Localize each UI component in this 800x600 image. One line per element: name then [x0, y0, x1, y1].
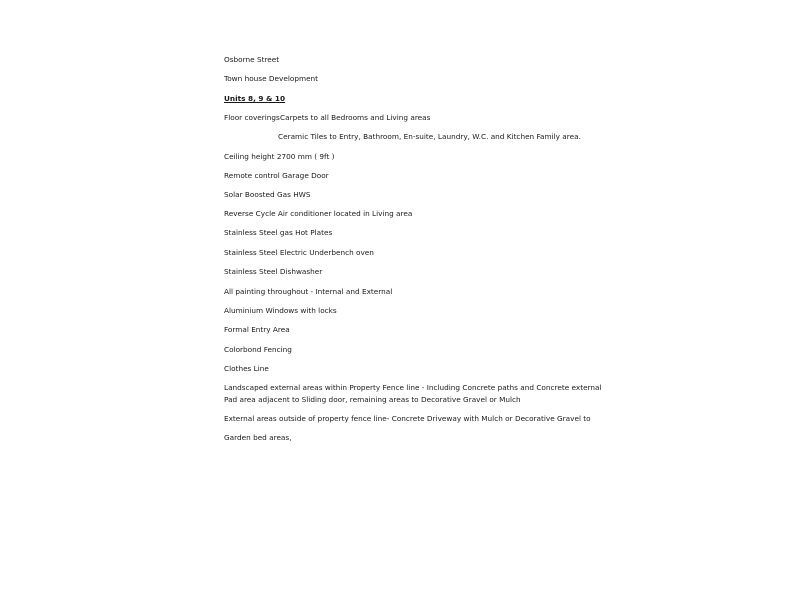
floor-carpets-text: Carpets to all Bedrooms and Living areas [280, 113, 431, 122]
floor-coverings-label: Floor coverings [224, 113, 280, 122]
painting-line: All painting throughout - Internal and External [224, 287, 393, 296]
external-line-1: External areas outside of property fence line- Concrete Driveway with Mulch or Decorative Gravel to [224, 414, 591, 423]
garage-line: Remote control Garage Door [224, 171, 329, 180]
entry-line: Formal Entry Area [224, 325, 290, 334]
aircon-line: Reverse Cycle Air conditioner located in Living area [224, 209, 413, 218]
development-line: Town house Development [224, 74, 319, 83]
street-line: Osborne Street [224, 55, 280, 64]
floor-tiles-line: Ceramic Tiles to Entry, Bathroom, En-suite, Laundry, W.C. and Kitchen Family area. [278, 132, 581, 141]
clothesline-line: Clothes Line [224, 364, 269, 373]
fencing-line: Colorbond Fencing [224, 345, 292, 354]
ceiling-line: Ceiling height 2700 mm ( 9ft ) [224, 152, 335, 161]
landscaped-line-1: Landscaped external areas within Property Fence line - Including Concrete paths and Concrete external [224, 383, 602, 392]
hws-line: Solar Boosted Gas HWS [224, 190, 311, 199]
oven-line: Stainless Steel Electric Underbench oven [224, 248, 374, 257]
units-heading: Units 8, 9 & 10 [224, 94, 286, 103]
dishwasher-line: Stainless Steel Dishwasher [224, 267, 323, 276]
floor-coverings-line [224, 113, 430, 122]
windows-line: Aluminium Windows with locks [224, 306, 337, 315]
landscaped-line-2: Pad area adjacent to Sliding door, remaining areas to Decorative Gravel or Mulch [224, 395, 521, 404]
external-line-2: Garden bed areas, [224, 433, 292, 442]
hotplates-line: Stainless Steel gas Hot Plates [224, 228, 333, 237]
